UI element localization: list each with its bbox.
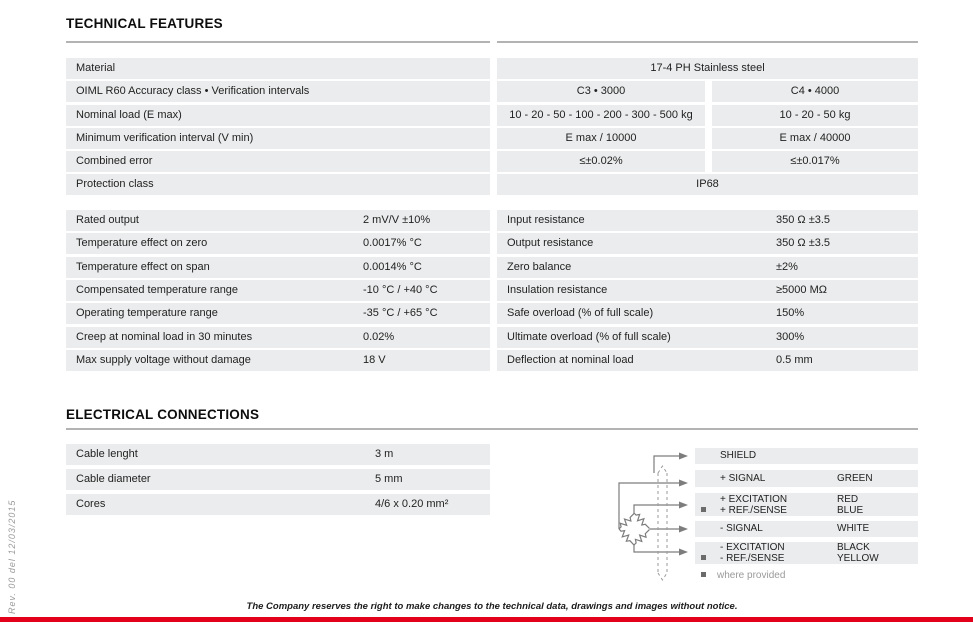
section-title-technical-features: TECHNICAL FEATURES	[66, 16, 223, 31]
wire-label: + EXCITATION	[720, 494, 788, 505]
spec-label: Ultimate overload (% of full scale)	[507, 331, 671, 343]
spec-value: 350 Ω ±3.5	[776, 237, 831, 249]
wire-label: + SIGNAL	[720, 473, 766, 484]
spec-label: Deflection at nominal load	[507, 354, 634, 366]
spec-value: 4/6 x 0.20 mm²	[375, 498, 449, 510]
wire-arrowheads	[679, 453, 688, 556]
spec-value-c4: C4 • 4000	[712, 81, 918, 102]
spec-label: Minimum verification interval (V min)	[66, 128, 490, 149]
spec-row	[497, 233, 918, 254]
wiring-row-shield	[695, 448, 918, 464]
spec-value: 0.0017% °C	[363, 237, 422, 249]
revision-label: Rev. 00 del 12/03/2015	[7, 499, 17, 614]
spec-row	[497, 350, 918, 371]
load-cell-bridge-diagram	[605, 445, 695, 585]
spec-label: Protection class	[66, 174, 490, 195]
wire-color: BLACK	[837, 542, 870, 553]
wiring-row-minus-signal	[695, 521, 918, 537]
spec-row	[497, 210, 918, 231]
where-provided-note: where provided	[717, 570, 786, 581]
title-rule	[66, 428, 918, 430]
spec-value: ≥5000 MΩ	[776, 284, 827, 296]
wire-color: RED	[837, 494, 859, 505]
where-provided-bullet	[701, 572, 706, 577]
wire-color: GREEN	[837, 473, 873, 484]
spec-value-c4: ≤±0.017%	[712, 151, 918, 172]
where-provided-bullet	[701, 555, 706, 560]
spec-label: Cores	[76, 498, 106, 510]
where-provided-bullet	[701, 507, 706, 512]
wire-color: BLUE	[837, 505, 864, 516]
spec-row	[66, 327, 490, 348]
shield-wire	[654, 456, 679, 473]
spec-value: 300%	[776, 331, 805, 343]
wire-label: + REF./SENSE	[720, 505, 787, 516]
spec-value: 150%	[776, 307, 805, 319]
spec-row	[66, 444, 490, 465]
spec-row	[66, 494, 490, 515]
wire-label: SHIELD	[720, 450, 757, 461]
spec-value-c4: E max / 40000	[712, 128, 918, 149]
spec-label: Cable diameter	[76, 473, 151, 485]
wire-label: - EXCITATION	[720, 542, 785, 553]
spec-label: OIML R60 Accuracy class • Verification intervals	[66, 81, 490, 102]
spec-value-c3: 10 - 20 - 50 - 100 - 200 - 300 - 500 kg	[497, 105, 705, 126]
plus-signal-wire	[619, 483, 679, 529]
spec-value: 5 mm	[375, 473, 403, 485]
wire-color: WHITE	[837, 523, 870, 534]
wire-label: - SIGNAL	[720, 523, 763, 534]
spec-row	[66, 303, 490, 324]
wiring-row-plus-excitation	[695, 493, 918, 516]
spec-value: 0.5 mm	[776, 354, 813, 366]
plus-excitation-wire	[634, 505, 679, 513]
wire-label: - REF./SENSE	[720, 553, 785, 564]
minus-excitation-wire	[634, 545, 679, 552]
spec-label: Combined error	[66, 151, 490, 172]
wiring-row-plus-signal	[695, 470, 918, 487]
spec-row	[66, 233, 490, 254]
spec-value: 0.0014% °C	[363, 261, 422, 273]
title-rule	[66, 41, 490, 43]
spec-label: Max supply voltage without damage	[76, 354, 251, 366]
spec-label: Temperature effect on span	[76, 261, 210, 273]
spec-label: Material	[66, 58, 490, 79]
spec-value: ±2%	[776, 261, 798, 273]
spec-row	[497, 303, 918, 324]
spec-row	[497, 257, 918, 278]
spec-label: Input resistance	[507, 214, 585, 226]
title-rule	[497, 41, 918, 43]
disclaimer-text: The Company reserves the right to make changes to the technical data, drawings and images without notice.	[246, 601, 738, 612]
spec-label: Insulation resistance	[507, 284, 608, 296]
spec-label: Output resistance	[507, 237, 594, 249]
spec-value: 18 V	[363, 354, 386, 366]
spec-label: Operating temperature range	[76, 307, 218, 319]
spec-label: Zero balance	[507, 261, 572, 273]
spec-label: Rated output	[76, 214, 139, 226]
spec-row	[66, 280, 490, 301]
spec-label: Compensated temperature range	[76, 284, 239, 296]
spec-value-c4: 10 - 20 - 50 kg	[712, 105, 918, 126]
spec-row	[497, 280, 918, 301]
spec-value: 350 Ω ±3.5	[776, 214, 831, 226]
spec-row	[497, 327, 918, 348]
bridge-resistors	[617, 511, 652, 547]
spec-value: 17-4 PH Stainless steel	[497, 58, 918, 79]
section-title-electrical-connections: ELECTRICAL CONNECTIONS	[66, 407, 260, 422]
spec-value: -10 °C / +40 °C	[363, 284, 438, 296]
spec-row	[66, 257, 490, 278]
spec-label: Safe overload (% of full scale)	[507, 307, 654, 319]
spec-value: 0.02%	[363, 331, 395, 343]
spec-label: Creep at nominal load in 30 minutes	[76, 331, 253, 343]
spec-value-c3: C3 • 3000	[497, 81, 705, 102]
spec-value: IP68	[497, 174, 918, 195]
spec-value: 3 m	[375, 448, 394, 460]
spec-value: 2 mV/V ±10%	[363, 214, 431, 226]
brand-red-bar	[0, 617, 973, 622]
wiring-row-minus-excitation	[695, 542, 918, 564]
spec-row	[66, 350, 490, 371]
spec-value-c3: ≤±0.02%	[497, 151, 705, 172]
spec-row	[66, 210, 490, 231]
wire-color: YELLOW	[837, 553, 879, 564]
spec-value: -35 °C / +65 °C	[363, 307, 438, 319]
spec-label: Cable lenght	[76, 448, 138, 460]
spec-value-c3: E max / 10000	[497, 128, 705, 149]
spec-row	[66, 469, 490, 490]
spec-label: Temperature effect on zero	[76, 237, 208, 249]
spec-label: Nominal load (E max)	[66, 105, 490, 126]
